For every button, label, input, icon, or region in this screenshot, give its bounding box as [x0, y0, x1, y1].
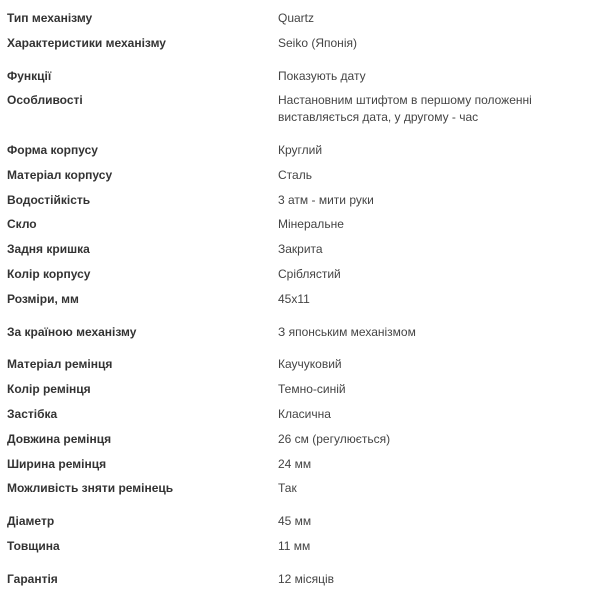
spec-value: Сріблястий [278, 267, 341, 281]
spec-value: Темно-синій [278, 382, 346, 396]
spec-value: Круглий [278, 143, 323, 157]
spec-value: Так [278, 481, 297, 495]
spec-label: Водостійкість [7, 193, 91, 207]
spec-value: 12 місяців [278, 572, 335, 586]
spec-value: 45 мм [278, 514, 312, 528]
spec-label: Ширина ремінця [7, 457, 107, 471]
spec-value: Закрита [278, 242, 323, 256]
spec-value: Мінеральне [278, 217, 344, 231]
spec-label: Форма корпусу [7, 143, 98, 157]
spec-label: Застібка [7, 407, 58, 421]
spec-label: Розміри, мм [7, 292, 79, 306]
spec-label: Можливість зняти ремінець [7, 481, 174, 495]
spec-value: Класична [278, 407, 331, 421]
spec-value: Показують дату [278, 69, 366, 83]
spec-value: Сталь [278, 168, 312, 182]
spec-value: Настановним штифтом в першому положенні виставляється дата, у другому - час [278, 93, 532, 124]
spec-label: Гарантія [7, 572, 58, 586]
spec-label: Тип механізму [7, 11, 93, 25]
spec-label: Особливості [7, 93, 83, 107]
spec-label: Товщина [7, 539, 60, 553]
spec-label: Діаметр [7, 514, 55, 528]
spec-label: Характеристики механізму [7, 36, 166, 50]
spec-value: 24 мм [278, 457, 312, 471]
spec-value: З японським механізмом [278, 325, 416, 339]
spec-value: 11 мм [278, 539, 311, 553]
spec-label: Матеріал ремінця [7, 357, 113, 371]
spec-label: Функції [7, 69, 52, 83]
spec-label: Довжина ремінця [7, 432, 112, 446]
spec-label: Задня кришка [7, 242, 90, 256]
spec-value: Quartz [278, 11, 315, 25]
spec-label: Колір корпусу [7, 267, 91, 281]
spec-label: Матеріал корпусу [7, 168, 113, 182]
spec-value: 45x11 [278, 292, 310, 306]
spec-label: Колір ремінця [7, 382, 91, 396]
spec-label: За країною механізму [7, 325, 137, 339]
spec-value: Каучуковий [278, 357, 342, 371]
spec-value: Seiko (Японія) [278, 36, 357, 50]
spec-value: 26 см (регулюється) [278, 432, 391, 446]
spec-label: Скло [7, 217, 37, 231]
spec-value: 3 атм - мити руки [278, 193, 374, 207]
